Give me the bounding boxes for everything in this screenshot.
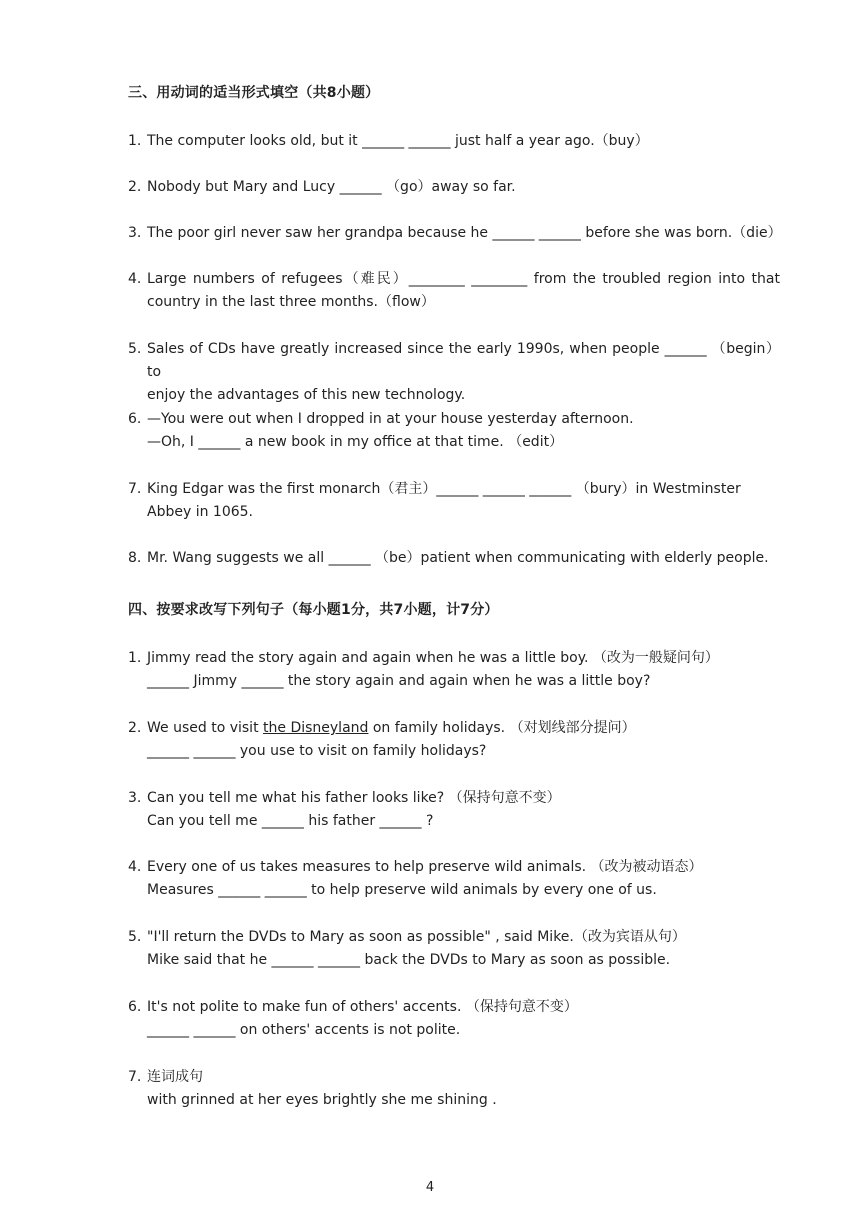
question-text: Nobody but Mary and Lucy ______ （go）away so far. [147, 179, 516, 195]
question-text: King Edgar was the first monarch（君主）______ ______ ______ （bury）in Westminster [147, 481, 741, 497]
answer-line: ______ Jimmy ______ the story again and again when he was a little boy? [147, 673, 651, 689]
question-number: 2. [128, 720, 142, 736]
question-text: Mr. Wang suggests we all ______ （be）patient when communicating with elderly people. [147, 550, 769, 566]
question-text [147, 717, 780, 740]
question-number: 6. [128, 999, 142, 1015]
question-text: Can you tell me what his father looks like? （保持句意不变） [147, 790, 561, 806]
s4-question-4 [128, 856, 780, 902]
answer-line: Measures ______ ______ to help preserve wild animals by every one of us. [147, 882, 657, 898]
s3-question-7 [128, 478, 780, 524]
question-number: 6. [128, 411, 142, 427]
scrambled-words: with grinned at her eyes brightly she me shining . [147, 1092, 497, 1108]
question-text: The computer looks old, but it ______ ______ just half a year ago.（buy） [147, 133, 649, 149]
question-text-continued: country in the last three months.（flow） [147, 294, 435, 310]
question-text: Every one of us takes measures to help preserve wild animals. （改为被动语态） [147, 859, 703, 875]
question-text-continued: Abbey in 1065. [147, 504, 253, 520]
question-number: 1. [128, 133, 142, 149]
question-number: 7. [128, 481, 142, 497]
question-number: 3. [128, 790, 142, 806]
answer-line: Mike said that he ______ ______ back the DVDs to Mary as soon as possible. [147, 952, 671, 968]
question-text-continued: enjoy the advantages of this new technology. [147, 387, 466, 403]
s3-question-6 [128, 408, 780, 454]
s3-question-2 [128, 176, 780, 199]
question-number: 4. [128, 859, 142, 875]
s4-question-5 [128, 926, 780, 972]
section-3-title: 三、用动词的适当形式填空（共8小题） [128, 85, 380, 101]
question-text-continued: —Oh, I ______ a new book in my office at that time. （edit） [147, 434, 564, 450]
s4-question-6 [128, 996, 780, 1042]
answer-line: ______ ______ on others' accents is not polite. [147, 1022, 461, 1038]
s3-question-1 [128, 130, 780, 153]
answer-line: ______ ______ you use to visit on family holidays? [147, 743, 487, 759]
s4-question-3 [128, 787, 780, 833]
question-text: 连词成句 [147, 1069, 203, 1085]
question-number: 5. [128, 341, 142, 357]
question-number: 7. [128, 1069, 142, 1085]
answer-line: Can you tell me ______ his father ______ ? [147, 813, 434, 829]
question-number: 1. [128, 650, 142, 666]
s3-question-5 [128, 338, 780, 407]
question-text: Sales of CDs have greatly increased since the early 1990s, when people ______ （begin） to [147, 341, 780, 380]
question-number: 3. [128, 225, 142, 241]
question-number: 8. [128, 550, 142, 566]
question-text: "I'll return the DVDs to Mary as soon as possible" , said Mike.（改为宾语从句） [147, 929, 686, 945]
question-text-start: We used to visit [147, 720, 264, 736]
question-text: Jimmy read the story again and again when he was a little boy. （改为一般疑问句） [147, 650, 719, 666]
s4-question-2 [128, 717, 780, 763]
s3-question-8 [128, 547, 780, 570]
s3-question-4 [128, 268, 780, 314]
s3-question-3 [128, 222, 780, 245]
question-text: It's not polite to make fun of others' accents. （保持句意不变） [147, 999, 578, 1015]
page-number: 4 [425, 1180, 435, 1195]
s4-question-1 [128, 647, 780, 693]
question-text: The poor girl never saw her grandpa because he ______ ______ before she was born.（die） [147, 225, 782, 241]
question-number: 2. [128, 179, 142, 195]
question-text: —You were out when I dropped in at your house yesterday afternoon. [147, 411, 634, 427]
question-text: Large numbers of refugees（难民）________ ________ from the troubled region into that [147, 271, 780, 287]
question-number: 4. [128, 271, 142, 287]
question-text-end: on family holidays. （对划线部分提问） [368, 720, 636, 736]
s4-question-7 [128, 1066, 780, 1112]
question-number: 5. [128, 929, 142, 945]
underlined-phrase: the Disneyland [263, 720, 369, 736]
section-4-title: 四、按要求改写下列句子（每小题1分，共7小题，计7分） [128, 602, 499, 618]
